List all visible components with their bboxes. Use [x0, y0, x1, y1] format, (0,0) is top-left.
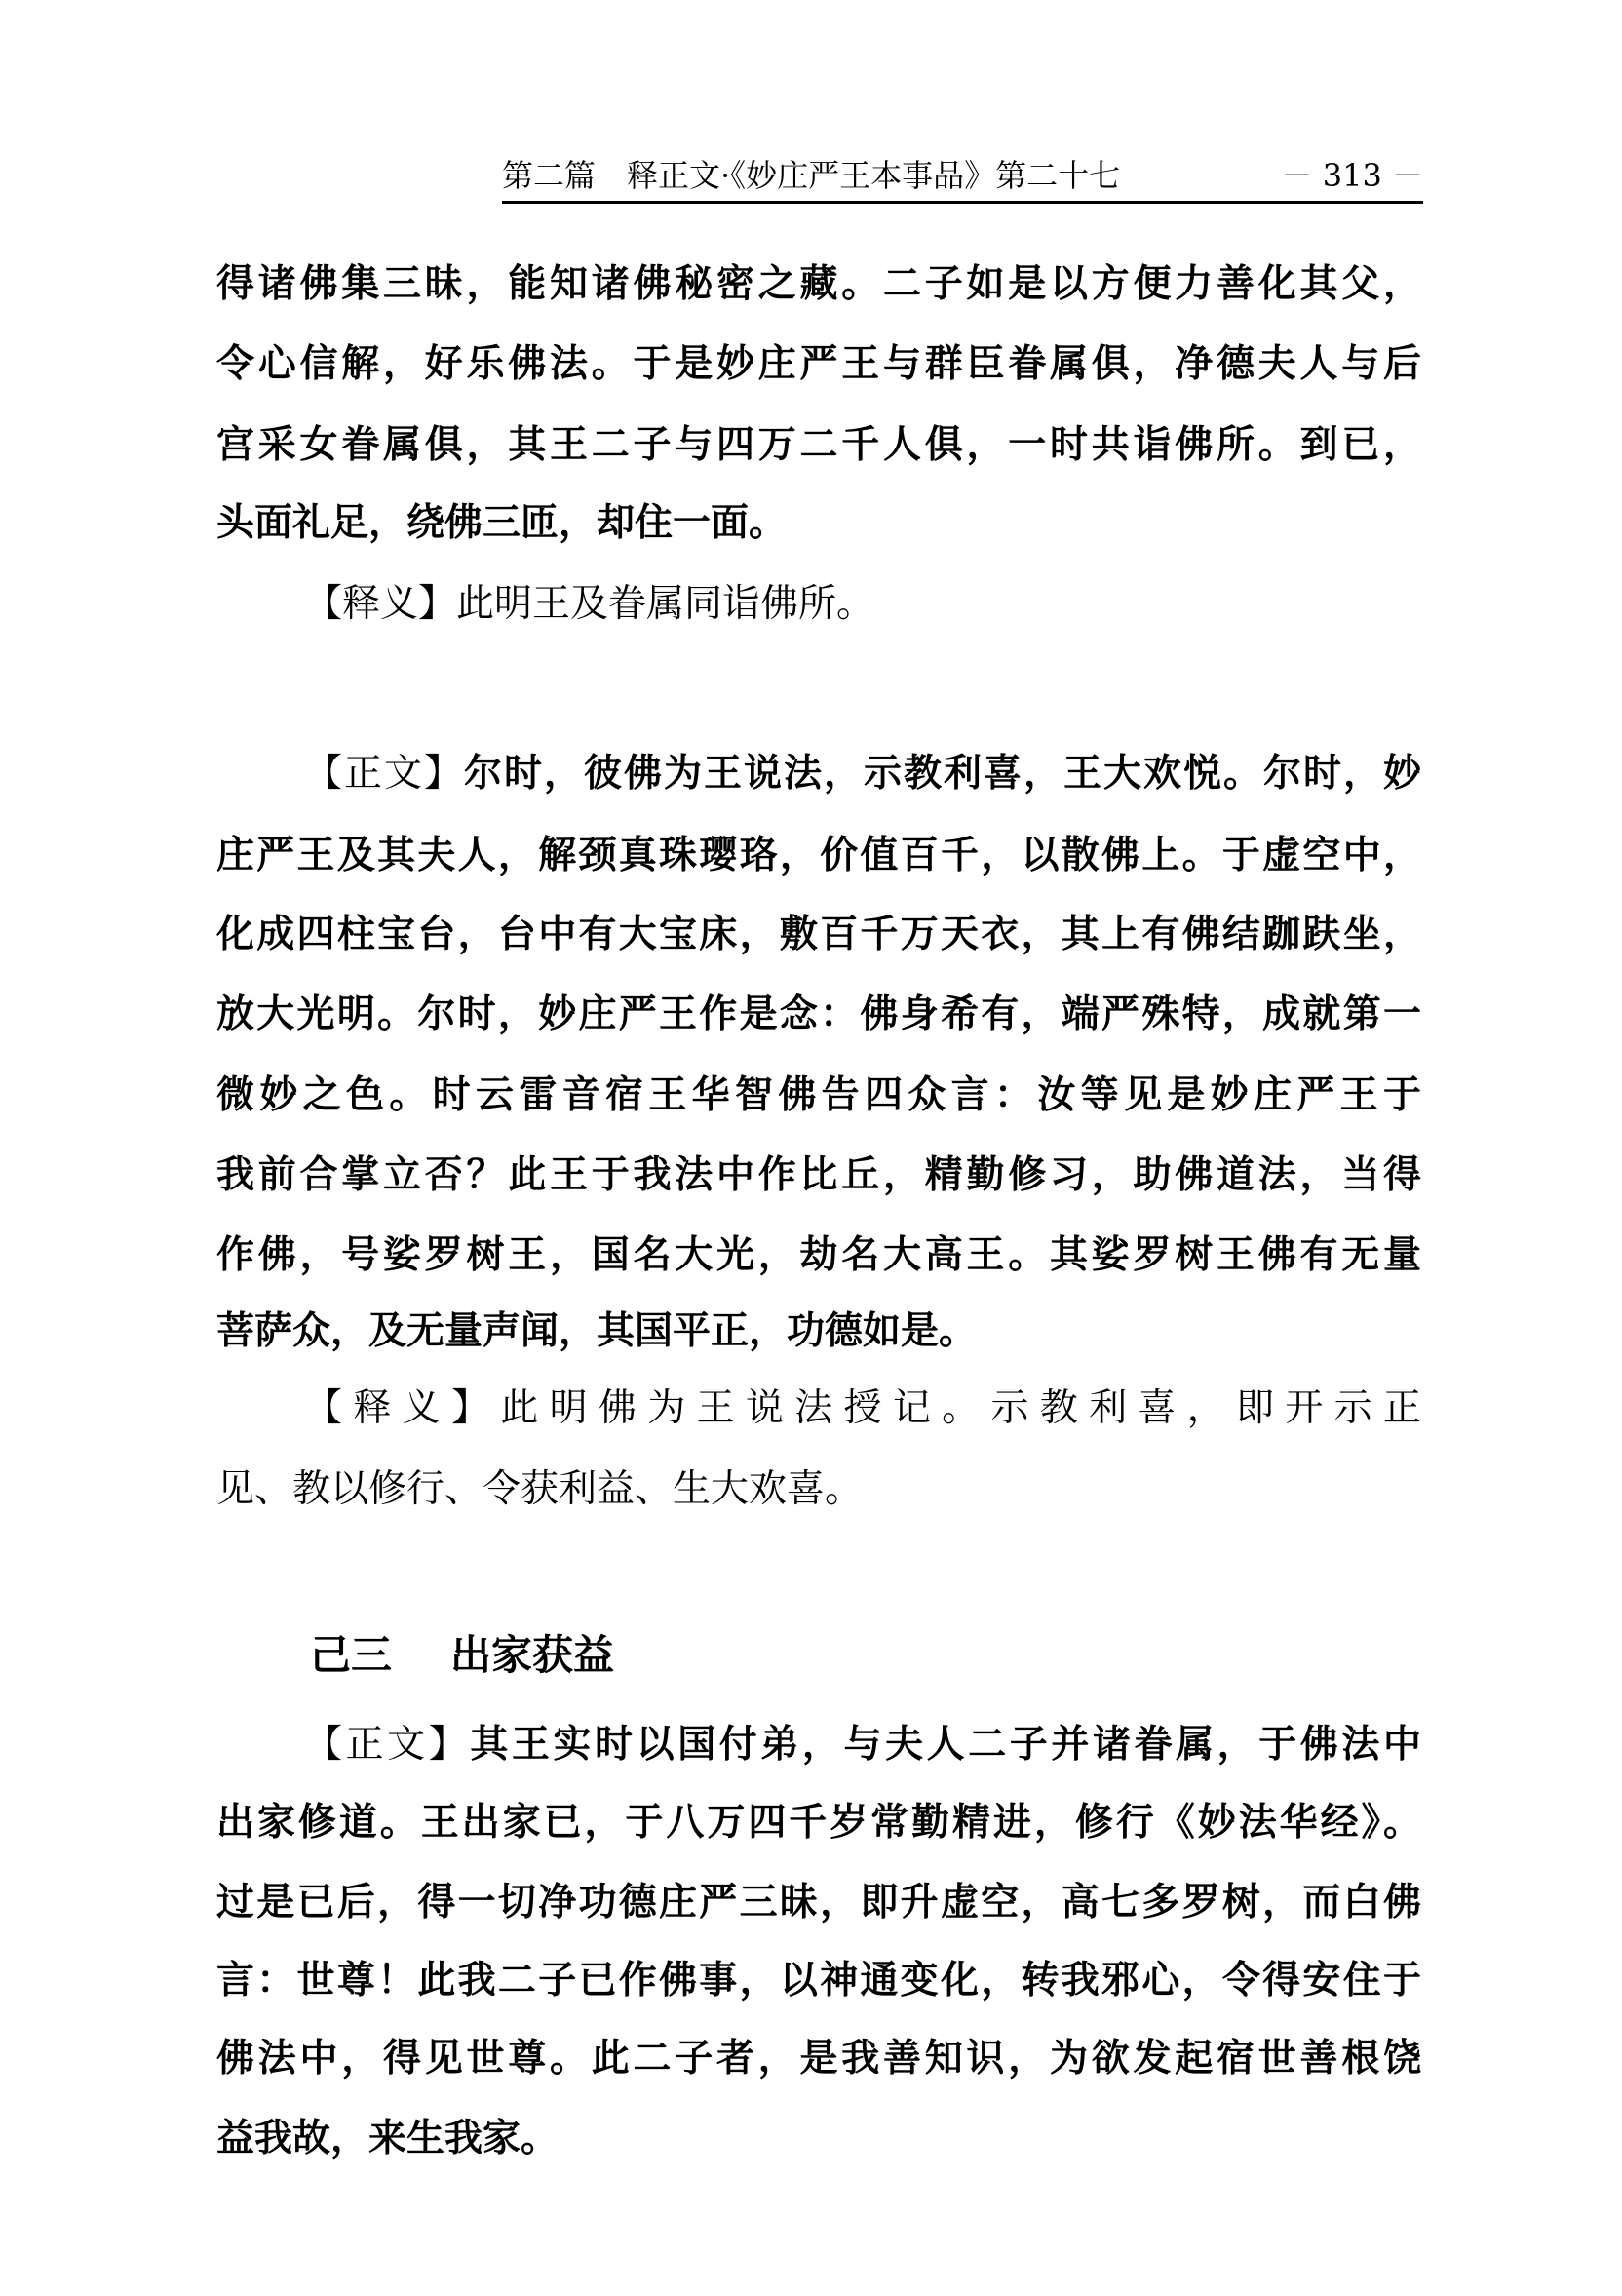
header-rule	[502, 201, 1423, 204]
commentary-text: 此明王及眷属同诣佛所。	[456, 582, 875, 626]
section-heading	[310, 1620, 614, 1691]
text-line: 得诸佛集三昧，能知诸佛秘密之藏。二子如是以方便力善化其父，	[216, 262, 1421, 306]
text-line: 益我故，来生我家。	[216, 2117, 560, 2160]
text-line: 佛法中，得见世尊。此二子者，是我善知识，为欲发起宿世善根饶	[216, 2037, 1421, 2081]
commentary-text: 此明佛为王说法授记。示教利喜，即开示正	[500, 1386, 1421, 1430]
text-line: 我前合掌立否？此王于我法中作比丘，精勤修习，助佛道法，当得	[216, 1153, 1421, 1197]
text-line: 庄严王及其夫人，解颈真珠璎珞，价值百千，以散佛上。于虚空中，	[216, 834, 1421, 877]
commentary-label: 【释义】	[304, 582, 457, 626]
main-text: 其王实时以国付弟，与夫人二子并诸眷属，于佛法中	[470, 1723, 1421, 1767]
page-number: － 313 －	[1281, 157, 1423, 194]
commentary-label: 【释义】	[304, 1386, 501, 1430]
section-number: 己三	[310, 1631, 393, 1679]
text-line: 言：世尊！此我二子已作佛事，以神通变化，转我邪心，令得安住于	[216, 1959, 1421, 2003]
text-line	[304, 1710, 1421, 1780]
text-line: 微妙之色。时云雷音宿王华智佛告四众言：汝等见是妙庄严王于	[216, 1073, 1421, 1117]
commentary-line	[304, 569, 1421, 640]
text-line: 过是已后，得一切净功德庄严三昧，即升虚空，高七多罗树，而白佛	[216, 1881, 1421, 1925]
text-line: 化成四柱宝台，台中有大宝床，敷百千万天衣，其上有佛结跏趺坐，	[216, 913, 1421, 956]
main-text: 尔时，彼佛为王说法，示教利喜，王大欢悦。尔时，妙	[464, 752, 1421, 796]
text-line: 放大光明。尔时，妙庄严王作是念：佛身希有，端严殊特，成就第一	[216, 992, 1421, 1036]
text-line: 令心信解，好乐佛法。于是妙庄严王与群臣眷属俱，净德夫人与后	[216, 342, 1421, 386]
text-line: 出家修道。王出家已，于八万四千岁常勤精进，修行《妙法华经》。	[216, 1801, 1421, 1845]
text-line: 菩萨众，及无量声闻，其国平正，功德如是。	[216, 1309, 978, 1353]
commentary-line	[304, 1374, 1421, 1444]
commentary-line: 见、教以修行、令获利益、生大欢喜。	[216, 1467, 864, 1511]
section-title: 出家获益	[450, 1631, 615, 1679]
text-line: 宫采女眷属俱，其王二子与四万二千人俱，一时共诣佛所。到已，	[216, 423, 1421, 467]
text-line: 作佛，号娑罗树王，国名大光，劫名大高王。其娑罗树王佛有无量	[216, 1233, 1421, 1277]
running-header	[502, 151, 1423, 200]
main-text-label: 【正文】	[304, 1723, 471, 1767]
header-title: 第二篇 释正文·《妙庄严王本事品》第二十七	[502, 157, 1121, 194]
text-line	[304, 739, 1421, 809]
text-line: 头面礼足，绕佛三匝，却住一面。	[216, 501, 788, 545]
main-text-label: 【正文】	[304, 752, 464, 796]
